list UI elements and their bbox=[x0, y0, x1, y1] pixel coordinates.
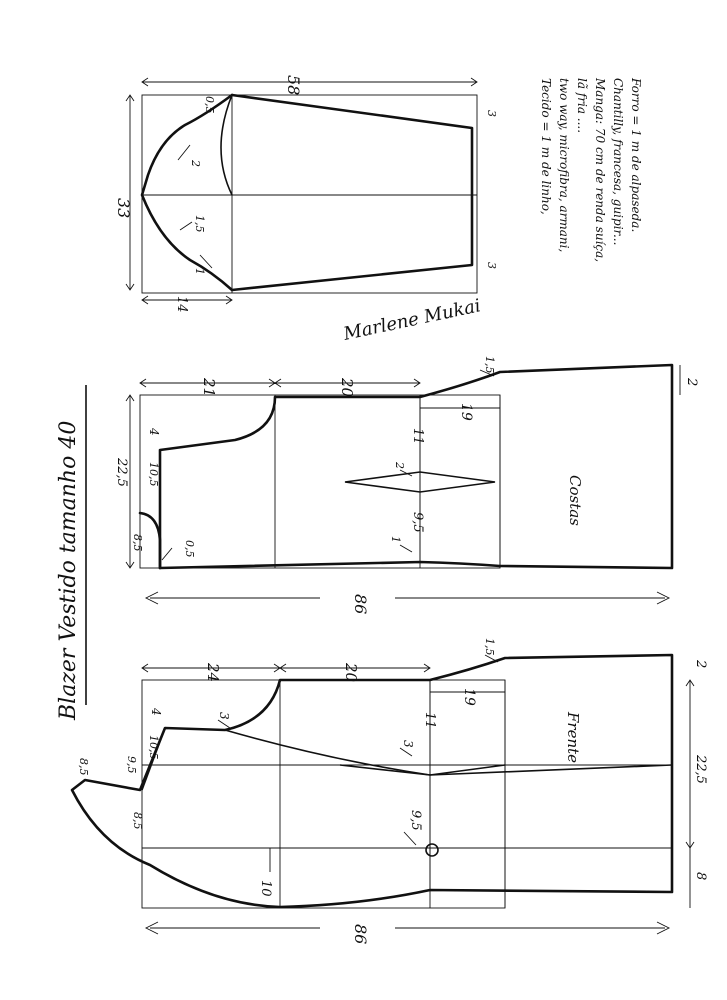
front-dart-95-label: 9,5 bbox=[408, 810, 423, 831]
front-neck-4-label: 4 bbox=[149, 708, 163, 716]
sleeve-width-label: 58 bbox=[284, 75, 303, 96]
front-shoulder-depth-label: 24 bbox=[204, 663, 222, 683]
fabric-note-line2: two way, microfibra, armani, bbox=[557, 78, 571, 253]
sleeve-cap-1-label: 1 bbox=[193, 268, 206, 275]
front-lapel-85-label: 8,5 bbox=[77, 758, 90, 776]
back-width-225-label: 22,5 bbox=[114, 458, 129, 487]
front-dart-11-label: 11 bbox=[422, 712, 437, 729]
fabric-note-line5: Chantilly, francesa, guipir... bbox=[611, 78, 625, 246]
back-shoulder-105-label: 10,5 bbox=[147, 462, 160, 487]
front-shoulder-105-label: 10,5 bbox=[147, 735, 160, 760]
front-label: Frente bbox=[564, 712, 582, 764]
front-waist-span-label: 20 bbox=[342, 663, 360, 683]
front-width-225-label: 22,5 bbox=[693, 755, 708, 784]
back-dart-95-label: 9,5 bbox=[410, 512, 425, 533]
back-neck-85-label: 8,5 bbox=[131, 534, 144, 552]
front-hip-19-label: 19 bbox=[461, 688, 477, 706]
sleeve-hem-left-label: 3 bbox=[485, 110, 498, 117]
sleeve-cap-15-label: 1,5 bbox=[193, 215, 206, 233]
fabric-note-line3: lã fria .... bbox=[575, 78, 589, 134]
front-total-length-label: 86 bbox=[351, 924, 370, 945]
back-neck-05-label: 0,5 bbox=[183, 540, 196, 558]
sleeve-cap-2-label: 2 bbox=[189, 160, 202, 167]
sleeve-bottom-offset-label: 14 bbox=[174, 296, 189, 313]
sleeve-cap-height-label: 33 bbox=[114, 198, 133, 219]
front-lapel-85b-label: 8,5 bbox=[131, 812, 144, 830]
front-hip-15-label: 1,5 bbox=[483, 638, 496, 656]
back-shoulder-depth-label: 21 bbox=[200, 378, 218, 398]
back-hip-19-label: 19 bbox=[458, 403, 474, 421]
back-pattern bbox=[126, 365, 680, 604]
sleeve-hem-right-label: 3 bbox=[485, 262, 498, 269]
back-waist-span-label: 20 bbox=[338, 378, 356, 398]
front-arm-3-label: 3 bbox=[217, 712, 231, 720]
front-lapel-95-label: 9,5 bbox=[125, 756, 138, 774]
back-total-length-label: 86 bbox=[351, 594, 370, 615]
sleeve-cap-05-label: 0,5 bbox=[203, 96, 216, 114]
front-10-label: 10 bbox=[258, 880, 273, 897]
back-hem-2-label: 2 bbox=[684, 378, 699, 387]
back-neck-4-label: 4 bbox=[147, 428, 161, 436]
back-dart-1-label: 1 bbox=[389, 536, 402, 543]
fabric-note-line1: Tecido = 1 m de linho, bbox=[539, 78, 553, 215]
fabric-note-line4: Manga: 70 cm de renda suíça, bbox=[593, 78, 607, 263]
front-pattern bbox=[72, 655, 694, 934]
back-dart-11-label: 11 bbox=[410, 428, 425, 445]
sleeve-pattern bbox=[126, 78, 477, 304]
front-hem-2-label: 2 bbox=[693, 660, 708, 669]
back-hip-15-label: 1,5 bbox=[483, 356, 496, 374]
front-dart-3-label: 3 bbox=[401, 740, 415, 748]
signature: Marlene Mukai bbox=[341, 295, 483, 345]
fabric-note-line6: Forro = 1 m de alpaseda. bbox=[629, 78, 643, 233]
back-dart-2-label: 2 bbox=[393, 462, 406, 469]
front-width-8-label: 8 bbox=[693, 872, 708, 881]
diagram-title: Blazer Vestido tamanho 40 bbox=[56, 420, 81, 720]
back-label: Costas bbox=[566, 475, 584, 526]
